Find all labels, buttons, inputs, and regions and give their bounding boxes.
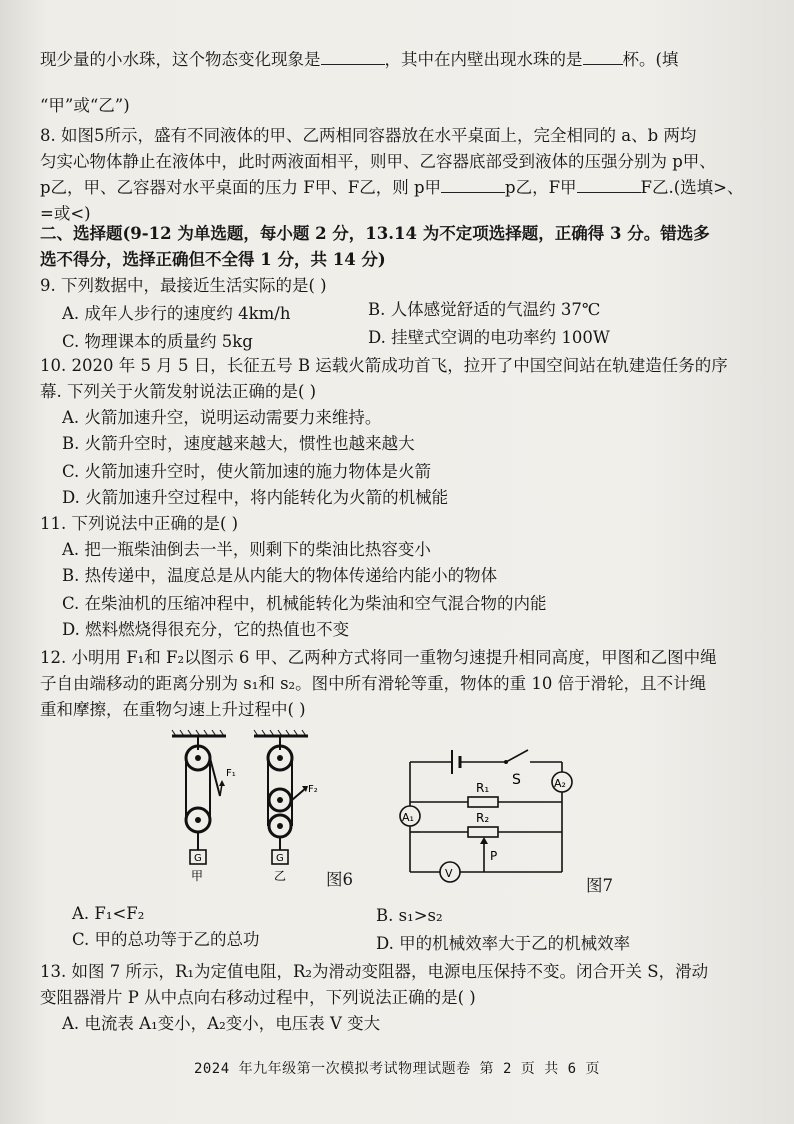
rheostat-r2-label: R₂ bbox=[476, 811, 490, 825]
option-9b[interactable]: B. 人体感觉舒适的气温约 37℃ bbox=[368, 300, 601, 319]
answer-blank[interactable] bbox=[583, 48, 623, 65]
section-2-heading-cont: 选不得分，选择正确但不全得 1 分，共 14 分) bbox=[40, 250, 386, 269]
question-11: 11. 下列说法中正确的是( ) bbox=[40, 514, 239, 533]
question-8-line1: 8. 如图5所示，盛有不同液体的甲、乙两相同容器放在水平桌面上，完全相同的 a、b 两均 bbox=[40, 126, 697, 145]
text-line: “甲”或“乙”) bbox=[40, 96, 130, 115]
f2-label: F₂ bbox=[308, 784, 318, 795]
text-segment: F乙.(选填>、 bbox=[640, 178, 744, 197]
answer-blank[interactable] bbox=[577, 176, 641, 193]
answer-blank[interactable] bbox=[321, 48, 385, 65]
question-12-line1: 12. 小明用 F₁和 F₂以图示 6 甲、乙两种方式将同一重物匀速提升相同高度，甲图和乙图中绳 bbox=[40, 648, 717, 667]
option-11d[interactable]: D. 燃料燃烧得很充分，它的热值也不变 bbox=[62, 620, 350, 639]
ceiling-hatch bbox=[172, 730, 226, 736]
answer-blank[interactable] bbox=[441, 176, 505, 193]
question-8-line4: =或<) bbox=[40, 204, 91, 223]
ammeter-a2-label: A₂ bbox=[554, 777, 566, 790]
question-12-line3: 重和摩擦，在重物匀速上升过程中( ) bbox=[40, 700, 306, 719]
figure-6-yi-label: 乙 bbox=[274, 869, 287, 883]
weight-label: G bbox=[276, 853, 284, 864]
option-11c[interactable]: C. 在柴油机的压缩冲程中，机械能转化为柴油和空气混合物的内能 bbox=[62, 594, 547, 613]
f1-label: F₁ bbox=[226, 768, 236, 779]
option-10c[interactable]: C. 火箭加速升空时，使火箭加速的施力物体是火箭 bbox=[62, 462, 432, 481]
option-12c[interactable]: C. 甲的总功等于乙的总功 bbox=[72, 930, 260, 949]
slider-p-label: P bbox=[490, 849, 498, 863]
resistor-r1-label: R₁ bbox=[476, 781, 490, 795]
page-footer: 2024 年九年级第一次模拟考试物理试题卷 第 2 页 共 6 页 bbox=[193, 1061, 601, 1077]
option-10a[interactable]: A. 火箭加速升空，说明运动需要力来维持。 bbox=[62, 408, 382, 427]
text-segment: p乙，F甲 bbox=[505, 178, 577, 197]
switch-s[interactable] bbox=[506, 750, 528, 762]
option-12b[interactable]: B. s₁>s₂ bbox=[376, 906, 443, 925]
voltmeter-v-label: V bbox=[445, 867, 453, 880]
text-segment: ，其中在内壁出现水珠的是 bbox=[384, 50, 583, 69]
option-9a[interactable]: A. 成年人步行的速度约 4km/h bbox=[62, 304, 291, 323]
ammeter-a1-label: A₁ bbox=[402, 811, 414, 824]
fill-blank-prefix: 现少量的小水珠，这个物态变化现象是 bbox=[40, 50, 321, 69]
question-13-line1: 13. 如图 7 所示，R₁为定值电阻，R₂为滑动变阻器，电源电压保持不变。闭合开关 S，滑动 bbox=[40, 962, 709, 981]
figure-6-jia-label: 甲 bbox=[191, 869, 204, 883]
ceiling-hatch bbox=[254, 730, 308, 736]
question-8-line2: 匀实心物体静止在液体中，此时两液面相平，则甲、乙容器底部受到液体的压强分别为 p甲、 bbox=[40, 152, 716, 171]
figure-7-circuit bbox=[396, 738, 592, 888]
question-8-line3 bbox=[40, 176, 748, 200]
section-2-heading: 二、选择题(9-12 为单选题，每小题 2 分，13.14 为不定项选择题，正确得 3 分。错选多 bbox=[40, 224, 710, 243]
question-13-line2: 变阻器滑片 P 从中点向右移动过程中，下列说法正确的是( ) bbox=[40, 988, 476, 1007]
switch-label: S bbox=[512, 772, 521, 788]
option-10b[interactable]: B. 火箭升空时，速度越来越大，惯性也越来越大 bbox=[62, 434, 415, 453]
option-11b[interactable]: B. 热传递中，温度总是从内能大的物体传递给内能小的物体 bbox=[62, 566, 498, 585]
option-12d[interactable]: D. 甲的机械效率大于乙的机械效率 bbox=[376, 934, 631, 953]
weight-label: G bbox=[194, 853, 202, 864]
text-segment: 杯。(填 bbox=[622, 50, 679, 69]
figure-6-caption: 图6 bbox=[326, 870, 353, 889]
option-9d[interactable]: D. 挂壁式空调的电功率约 100W bbox=[368, 328, 610, 347]
option-11a[interactable]: A. 把一瓶柴油倒去一半，则剩下的柴油比热容变小 bbox=[62, 540, 431, 559]
question-10-line2: 幕. 下列关于火箭发射说法正确的是( ) bbox=[40, 382, 317, 401]
option-13a[interactable]: A. 电流表 A₁变小，A₂变小，电压表 V 变大 bbox=[62, 1014, 381, 1033]
text-line bbox=[40, 48, 748, 72]
option-9c[interactable]: C. 物理课本的质量约 5kg bbox=[62, 332, 253, 351]
resistor-r1 bbox=[468, 797, 498, 807]
question-12-line2: 子自由端移动的距离分别为 s₁和 s₂。图中所有滑轮等重，物体的重 10 倍于滑轮，且不计绳 bbox=[40, 674, 707, 693]
question-9: 9. 下列数据中，最接近生活实际的是( ) bbox=[40, 276, 327, 295]
text-segment: p乙，甲、乙容器对水平桌面的压力 F甲、F乙，则 p甲 bbox=[40, 178, 442, 197]
option-10d[interactable]: D. 火箭加速升空过程中，将内能转化为火箭的机械能 bbox=[62, 488, 449, 507]
question-10-line1: 10. 2020 年 5 月 5 日，长征五号 B 运载火箭成功首飞，拉开了中国空间站在轨建造任务的序 bbox=[40, 356, 728, 375]
figure-7-caption: 图7 bbox=[586, 876, 613, 895]
option-12a[interactable]: A. F₁<F₂ bbox=[72, 904, 145, 923]
rheostat-r2 bbox=[468, 827, 498, 837]
